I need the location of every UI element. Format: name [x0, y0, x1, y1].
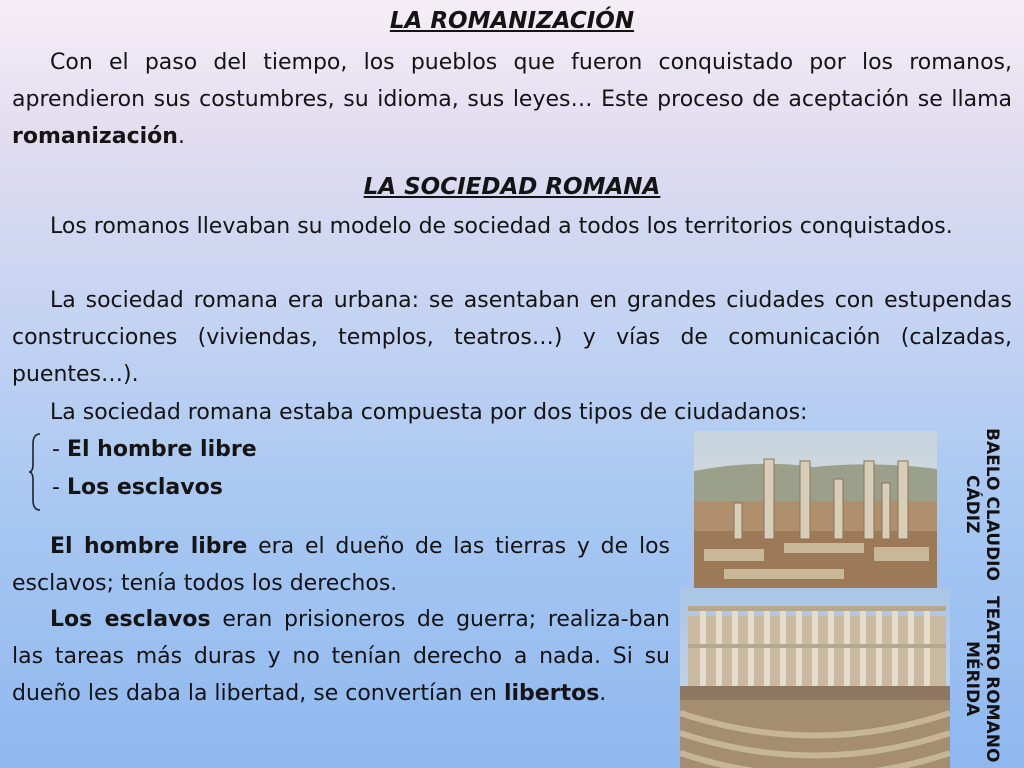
caption-line: MÉRIDA [962, 641, 982, 717]
term-esclavos: Los esclavos [50, 607, 211, 632]
paragraph-end: . [177, 124, 185, 149]
paragraph-text: Con el paso del tiempo, los pueblos que fueron conquistado por los romanos, aprendieron sus costumbres, su idioma, sus leyes… Este proceso de aceptación se llama [12, 50, 1012, 112]
paragraph-romanizacion [12, 44, 1012, 155]
paragraph-territorios: Los romanos llevaban su modelo de sociedad a todos los territorios conquistados. [50, 214, 953, 239]
list-item [52, 475, 223, 500]
list-item [52, 437, 257, 462]
term-romanizacion: romanización [12, 124, 178, 149]
caption-line: TEATRO ROMANO [982, 595, 1002, 763]
caption-line: CÁDIZ [962, 474, 982, 534]
bullet-text: Los esclavos [66, 475, 223, 500]
caption-line: BAELO CLAUDIO [982, 427, 1002, 581]
photo-baelo-claudio [694, 431, 937, 589]
term-libertos: libertos [503, 681, 600, 706]
bullet-text: El hombre libre [66, 437, 257, 462]
paragraph-esclavos [12, 601, 670, 712]
caption-baelo-claudio [962, 424, 1002, 584]
brace-icon [28, 432, 42, 512]
bullet-dash: - [52, 475, 67, 500]
caption-teatro-merida [962, 594, 1002, 764]
title-romanizacion: LA ROMANIZACIÓN [389, 8, 635, 34]
term-hombre-libre: El hombre libre [50, 534, 248, 559]
paragraph-end: . [599, 681, 607, 706]
paragraph-text: eran prisioneros de guerra; realiza-ban las tareas más duras y no tenían derecho a nada. Si su dueño les daba la libertad, se convertían en [12, 607, 670, 706]
paragraph-tipos-ciudadanos: La sociedad romana estaba compuesta por dos tipos de ciudadanos: [50, 400, 808, 425]
title-sociedad-romana: LA SOCIEDAD ROMANA [363, 174, 661, 200]
photo-teatro-merida [680, 588, 950, 768]
bullet-dash: - [52, 437, 67, 462]
paragraph-hombre-libre [12, 528, 670, 602]
paragraph-urbana: La sociedad romana era urbana: se asentaban en grandes ciudades con estupendas construcciones (viviendas, templos, teatros…) y vías de comunicación (calzadas, puentes…). [12, 288, 1012, 387]
paragraph-text: era el dueño de las tierras y de los esclavos; tenía todos los derechos. [12, 534, 670, 596]
